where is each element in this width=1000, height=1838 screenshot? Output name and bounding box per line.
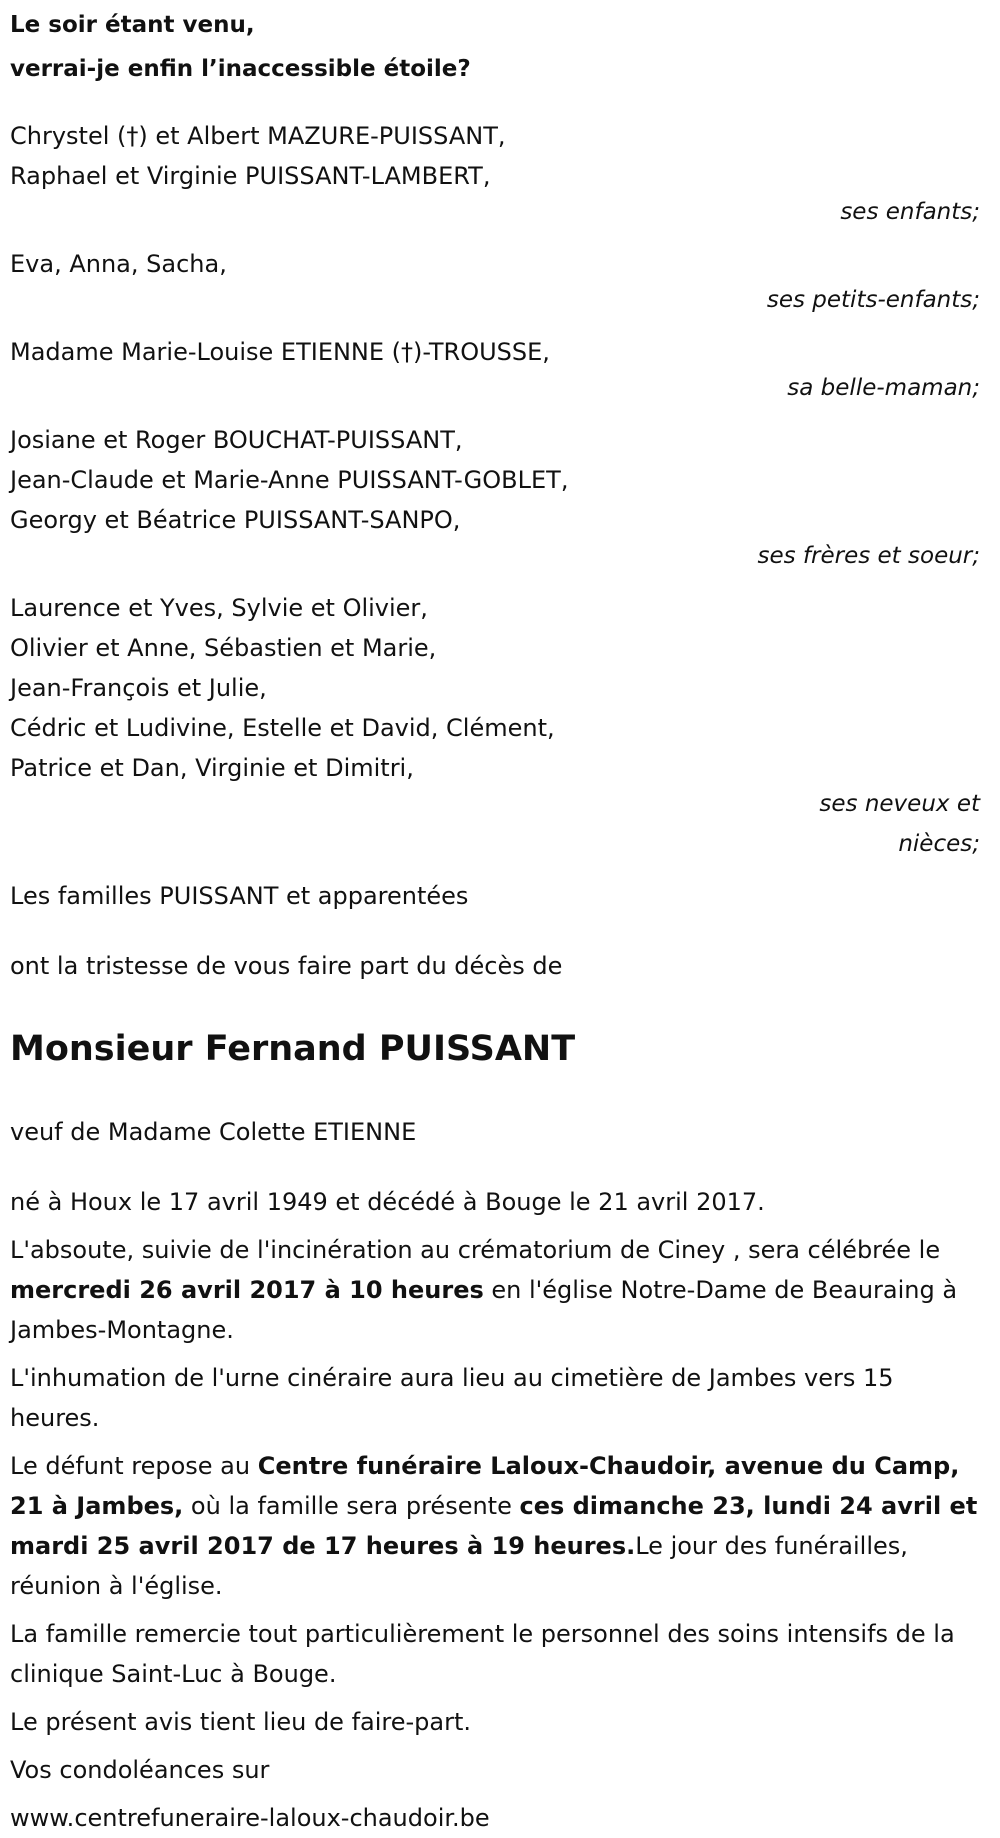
family-list: [10, 116, 990, 916]
birth-death-line: né à Houx le 17 avril 1949 et décédé à Bouge le 21 avril 2017.: [10, 1188, 765, 1216]
family-role: ses enfants;: [840, 199, 980, 225]
family-name: Olivier et Anne, Sébastien et Marie,: [10, 634, 437, 662]
deceased-name: Monsieur Fernand PUISSANT: [10, 1029, 576, 1069]
family-role: [10, 784, 990, 864]
epigraph: [10, 0, 990, 94]
widower-line: veuf de Madame Colette ETIENNE: [10, 1118, 417, 1146]
thanks-paragraph: La famille remercie tout particulièrement le personnel des soins intensifs de la clinique Saint-Luc à Bouge.: [10, 1620, 955, 1688]
family-name: Eva, Anna, Sacha,: [10, 250, 227, 278]
website-link[interactable]: www.centrefuneraire-laloux-chaudoir.be: [10, 1804, 490, 1832]
visiting-hours: ces dimanche 23, lundi 24 avril et mardi 25 avril 2017 de 17 heures à 19 heures.: [10, 1492, 978, 1560]
inhumation-paragraph: L'inhumation de l'urne cinéraire aura lieu au cimetière de Jambes vers 15 heures.: [10, 1364, 894, 1432]
family-name: Madame Marie-Louise ETIENNE (†)-TROUSSE,: [10, 338, 550, 366]
family-name: Jean-François et Julie,: [10, 674, 267, 702]
family-role: ses frères et soeur;: [757, 543, 980, 569]
family-role: ses petits-enfants;: [766, 287, 980, 313]
family-name: Cédric et Ludivine, Estelle et David, Clément,: [10, 714, 555, 742]
repose-paragraph: [10, 1446, 990, 1606]
family-name: Raphael et Virginie PUISSANT-LAMBERT,: [10, 162, 491, 190]
family-role-line-1: ses neveux et: [819, 791, 980, 817]
family-name: Chrystel (†) et Albert MAZURE-PUISSANT,: [10, 122, 506, 150]
announcement-text: ont la tristesse de vous faire part du décès de: [10, 952, 563, 980]
repose-text-3: Le jour des funérailles, réunion à l'église.: [10, 1532, 908, 1600]
families-line: Les familles PUISSANT et apparentées: [10, 882, 469, 910]
family-role: sa belle-maman;: [787, 375, 980, 401]
funeral-center: Centre funéraire Laloux-Chaudoir, avenue du Camp, 21 à Jambes,: [10, 1452, 960, 1520]
family-role-line-2: nièces;: [898, 831, 980, 857]
epigraph-line-1: Le soir étant venu,: [10, 12, 255, 38]
family-name: Josiane et Roger BOUCHAT-PUISSANT,: [10, 426, 463, 454]
notice-line: Le présent avis tient lieu de faire-part.: [10, 1708, 472, 1736]
absoute-text-1: L'absoute, suivie de l'incinération au crématorium de Ciney , sera célébrée le: [10, 1236, 941, 1264]
condolences-line: Vos condoléances sur: [10, 1756, 270, 1784]
repose-text-1: Le défunt repose au: [10, 1452, 258, 1480]
family-group-grandchildren: [10, 244, 990, 320]
absoute-text-2: en l'église Notre-Dame de Beauraing à Jambes-Montagne.: [10, 1276, 958, 1344]
family-name: Georgy et Béatrice PUISSANT-SANPO,: [10, 506, 461, 534]
absoute-paragraph: [10, 1230, 990, 1350]
family-name: Laurence et Yves, Sylvie et Olivier,: [10, 594, 428, 622]
family-group-children: [10, 116, 990, 232]
family-name: Jean-Claude et Marie-Anne PUISSANT-GOBLET,: [10, 466, 569, 494]
repose-text-2: où la famille sera présente: [183, 1492, 520, 1520]
family-group-nephews-nieces: [10, 588, 990, 864]
epigraph-line-2: verrai-je enfin l’inaccessible étoile?: [10, 56, 471, 82]
family-name: Patrice et Dan, Virginie et Dimitri,: [10, 754, 414, 782]
ceremony-date: mercredi 26 avril 2017 à 10 heures: [10, 1276, 484, 1304]
family-group-siblings: [10, 420, 990, 576]
family-group-mother-in-law: [10, 332, 990, 408]
